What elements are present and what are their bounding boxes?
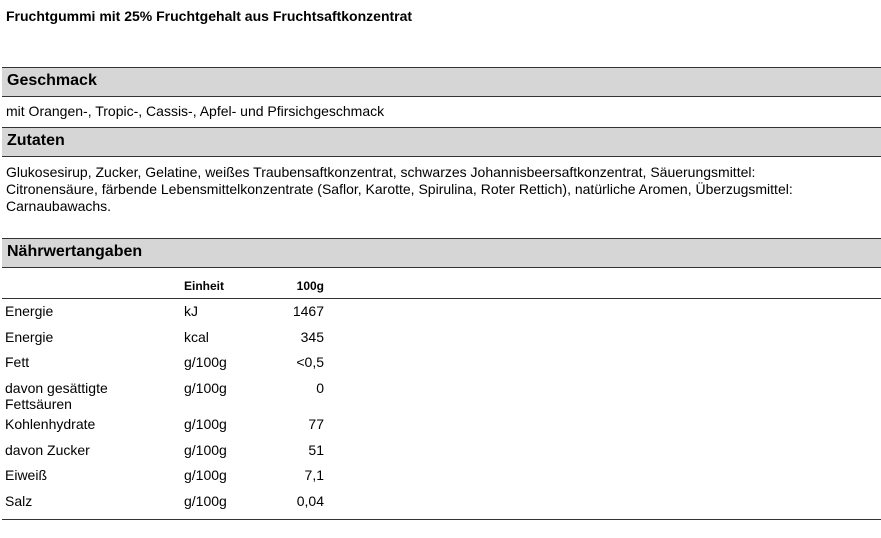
nutrient-value: <0,5: [296, 354, 324, 370]
zutaten-text: [6, 164, 866, 215]
nutrient-value: 1467: [292, 303, 324, 319]
nutrient-name-line-2: Fettsäuren: [5, 396, 72, 412]
zutaten-line-1: Glukosesirup, Zucker, Gelatine, weißes Traubensaftkonzentrat, schwarzes Johannisbeersaftkonzentrat, Säuerungsmittel:: [6, 164, 756, 180]
nutrient-name: [5, 380, 165, 412]
column-header-value: 100g: [296, 279, 324, 293]
section-heading-zutaten: Zutaten: [2, 127, 881, 157]
nutrient-value: 7,1: [304, 467, 324, 483]
nutrient-unit: g/100g: [184, 493, 227, 509]
nutrient-unit: g/100g: [184, 416, 227, 432]
nutrient-unit: g/100g: [184, 442, 227, 458]
table-bottom-rule: [2, 519, 881, 520]
nutrient-name: Kohlenhydrate: [5, 416, 96, 432]
page-title: Fruchtgummi mit 25% Fruchtgehalt aus Fruchtsaftkonzentrat: [6, 8, 413, 24]
nutrient-value: 51: [308, 442, 324, 458]
nutrient-value: 0: [316, 380, 324, 396]
zutaten-line-3: Carnaubawachs.: [6, 198, 112, 214]
table-header-divider: [2, 298, 881, 299]
column-header-unit: Einheit: [184, 279, 225, 293]
nutrient-name: Salz: [5, 493, 33, 509]
nutrient-unit: g/100g: [184, 467, 227, 483]
nutrient-unit: g/100g: [184, 354, 227, 370]
nutrient-name: Fett: [5, 354, 30, 370]
geschmack-text: mit Orangen-, Tropic-, Cassis-, Apfel- und Pfirsichgeschmack: [6, 103, 385, 119]
nutrient-value: 0,04: [296, 493, 324, 509]
nutrient-unit: kJ: [184, 303, 198, 319]
nutrient-value: 77: [308, 416, 324, 432]
nutrient-name: davon Zucker: [5, 442, 90, 458]
nutrient-unit: g/100g: [184, 380, 227, 396]
nutrient-value: 345: [300, 329, 324, 345]
nutrient-name: Energie: [5, 303, 54, 319]
section-heading-geschmack: Geschmack: [2, 67, 881, 97]
nutrient-unit: kcal: [184, 329, 209, 345]
section-heading-naehrwerte: Nährwertangaben: [2, 238, 881, 268]
nutrient-name: Energie: [5, 329, 54, 345]
nutrient-name: Eiweiß: [5, 467, 48, 483]
zutaten-line-2: Citronensäure, färbende Lebensmittelkonzentrate (Saflor, Karotte, Spirulina, Roter Rettich), natürliche Aromen, Überzugsmittel:: [6, 181, 793, 197]
nutrient-name-line-1: davon gesättigte: [5, 380, 108, 396]
